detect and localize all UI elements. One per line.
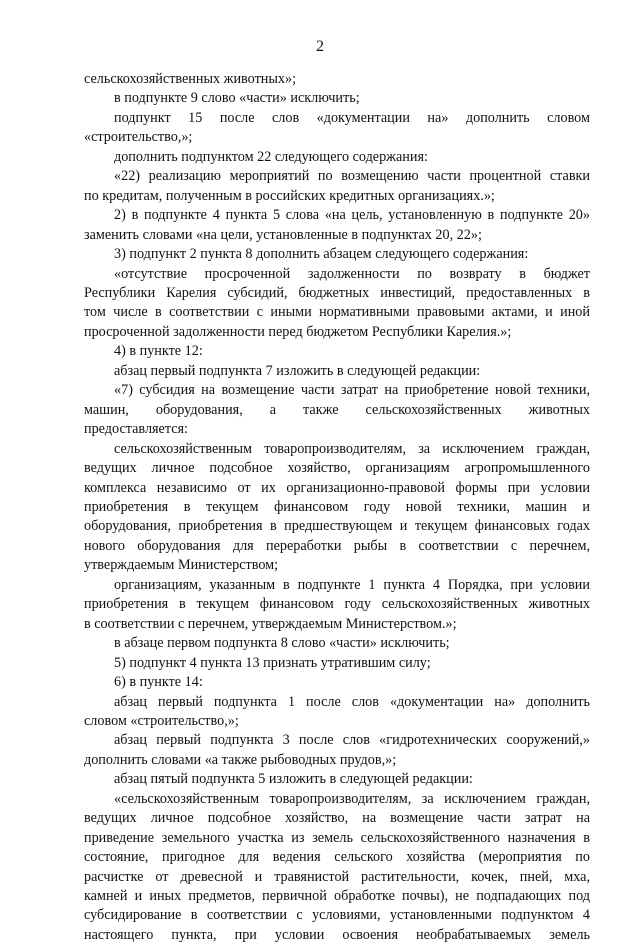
text-line: абзац первый подпункта 3 после слов «гидротехнических сооружений,» xyxy=(114,732,590,749)
text-line: в соответствии с перечнем, утверждаемым Министерством.»; xyxy=(84,615,457,632)
text-line: словом «строительство,»; xyxy=(84,712,239,729)
text-line: по кредитам, полученным в российских кредитных организациях.»; xyxy=(84,187,495,204)
text-line: в подпункте 9 слово «части» исключить; xyxy=(114,90,360,107)
text-line: ведущих личное подсобное хозяйство, организациям агропромышленного xyxy=(84,460,590,477)
text-line: расчистке от древесной и травянистой растительности, кочек, пней, мха, xyxy=(84,868,590,885)
text-line: «7) субсидия на возмещение части затрат на приобретение новой техники, xyxy=(114,382,590,399)
document-body xyxy=(84,70,590,945)
text-line: субсидирование в соответствии с условиями, установленными подпунктом 4 xyxy=(84,907,590,924)
text-line: ведущих личное подсобное хозяйство, на возмещение части затрат на xyxy=(84,810,590,827)
text-line: настоящего пункта, при условии освоения необрабатываемых земель xyxy=(84,926,590,943)
text-line: утверждаемым Министерством; xyxy=(84,557,279,574)
text-line: Республики Карелия субсидий, бюджетных инвестиций, предоставленных в xyxy=(84,284,590,301)
text-line: «22) реализацию мероприятий по возмещению части процентной ставки xyxy=(114,168,590,185)
text-line: 4) в пункте 12: xyxy=(114,343,203,360)
text-line: приобретения в текущем финансовом году сельскохозяйственных животных xyxy=(84,596,590,613)
text-line: нового оборудования для переработки рыбы в соответствии с перечнем, xyxy=(84,537,590,554)
text-line: 5) подпункт 4 пункта 13 признать утратившим силу; xyxy=(114,654,431,671)
text-line: организациям, указанным в подпункте 1 пункта 4 Порядка, при условии xyxy=(114,576,590,593)
text-line: камней и иных предметов, первичной обработке почвы), не подпадающих под xyxy=(84,888,590,905)
text-line: том числе в соответствии с иными нормативными правовыми актами, и иной xyxy=(84,304,590,321)
text-line: оборудования, приобретения в предшествующем и текущем финансовых годах xyxy=(84,518,590,535)
text-line: состояние, пригодное для ведения сельского хозяйства (мероприятия по xyxy=(84,849,590,866)
text-line: комплекса независимо от их организационно-правовой формы при условии xyxy=(84,479,590,496)
text-line: предоставляется: xyxy=(84,421,188,438)
text-line: приведение земельного участка из земель сельскохозяйственного назначения в xyxy=(84,829,590,846)
text-line: подпункт 15 после слов «документации на» дополнить словом xyxy=(114,109,590,126)
text-line: 6) в пункте 14: xyxy=(114,674,203,691)
text-line: дополнить подпунктом 22 следующего содержания: xyxy=(114,148,428,165)
text-line: абзац первый подпункта 1 после слов «документации на» дополнить xyxy=(114,693,590,710)
text-line: в абзаце первом подпункта 8 слово «части» исключить; xyxy=(114,635,450,652)
text-line: абзац первый подпункта 7 изложить в следующей редакции: xyxy=(114,362,481,379)
text-line: приобретения в текущем финансовом году новой техники, машин и xyxy=(84,498,590,515)
text-line: «отсутствие просроченной задолженности по возврату в бюджет xyxy=(114,265,590,282)
text-line: «строительство,»; xyxy=(84,129,193,146)
text-line: просроченной задолженности перед бюджетом Республики Карелия.»; xyxy=(84,323,512,340)
text-line: абзац пятый подпункта 5 изложить в следующей редакции: xyxy=(114,771,473,788)
text-line: дополнить словами «а также рыбоводных прудов,»; xyxy=(84,751,397,768)
text-line: «сельскохозяйственным товаропроизводителям, за исключением граждан, xyxy=(114,790,590,807)
page-number: 2 xyxy=(316,38,324,55)
text-line: 3) подпункт 2 пункта 8 дополнить абзацем следующего содержания: xyxy=(114,246,529,263)
text-line: машин, оборудования, а также сельскохозяйственных животных xyxy=(84,401,590,418)
text-line: сельскохозяйственным товаропроизводителям, за исключением граждан, xyxy=(114,440,590,457)
text-line: сельскохозяйственных животных»; xyxy=(84,71,297,87)
text-line: заменить словами «на цели, установленные в подпунктах 20, 22»; xyxy=(84,226,482,243)
text-line: 2) в подпункте 4 пункта 5 слова «на цель, установленную в подпункте 20» xyxy=(114,207,590,224)
